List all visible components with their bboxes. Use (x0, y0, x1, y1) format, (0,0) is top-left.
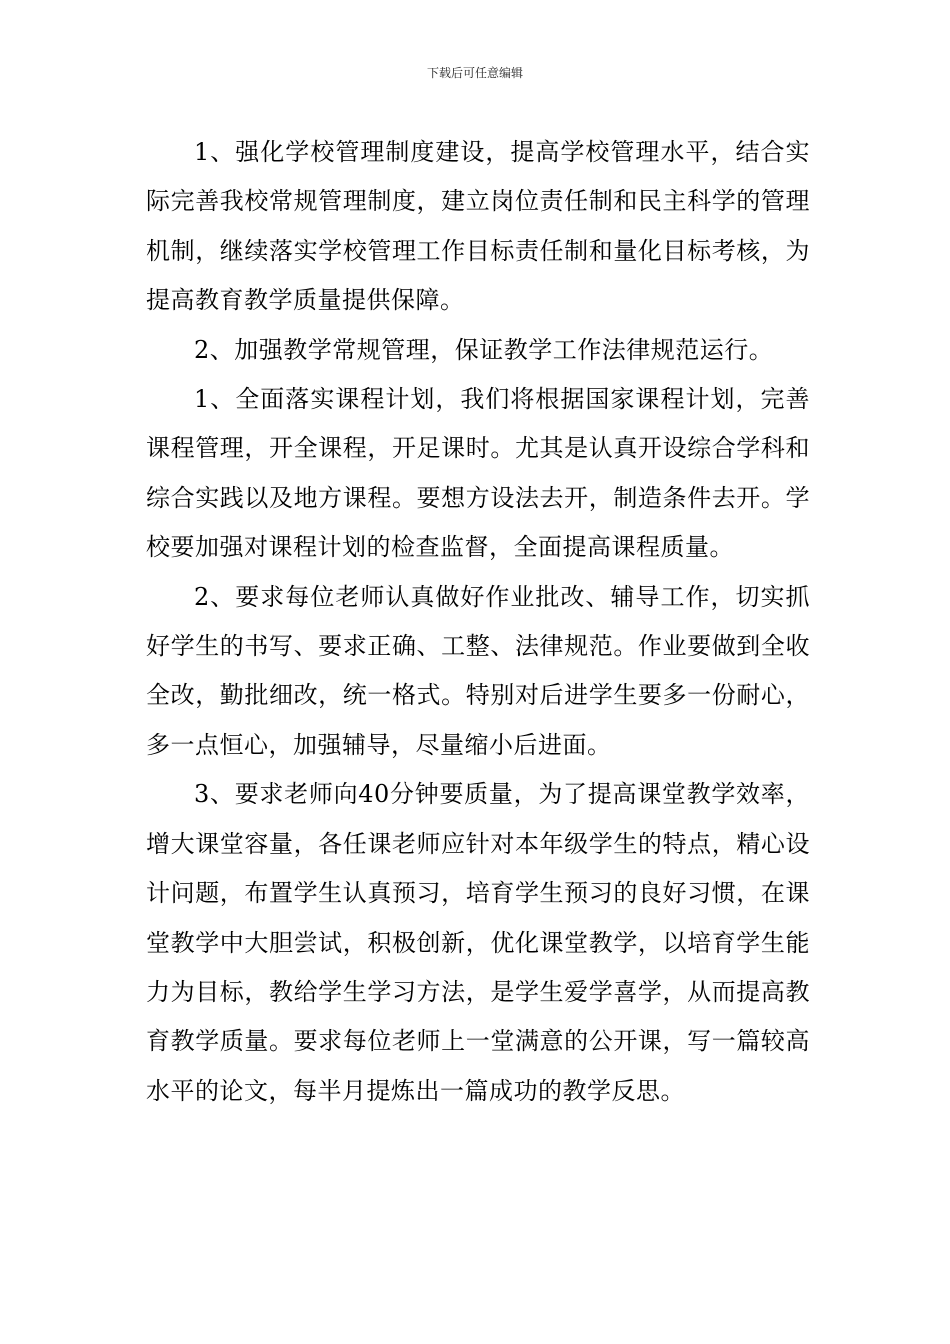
paragraph-curriculum-plan: 1、全面落实课程计划，我们将根据国家课程计划，完善课程管理，开全课程，开足课时。尤其是认真开设综合学科和综合实践以及地方课程。要想方设法去开，制造条件去开。学校要加强对课程计划的检查监督，全面提高课程质量。 (146, 385, 810, 562)
paragraph-teaching-routine: 2、加强教学常规管理，保证教学工作法律规范运行。 (194, 335, 774, 364)
page-header: 下载后可任意编辑 (426, 66, 523, 80)
paragraph-management-system: 1、强化学校管理制度建设，提高学校管理水平，结合实际完善我校常规管理制度，建立岗位责任制和民主科学的管理机制，继续落实学校管理工作目标责任制和量化目标考核，为提高教育教学质量提供保障。 (146, 138, 810, 315)
paragraph-homework-correction: 2、要求每位老师认真做好作业批改、辅导工作，切实抓好学生的书写、要求正确、工整、法律规范。作业要做到全收全改，勤批细改，统一格式。特别对后进学生要多一份耐心，多一点恒心，加强辅导，尽量缩小后进面。 (146, 582, 810, 759)
paragraph-classroom-quality: 3、要求老师向40分钟要质量，为了提高课堂教学效率，增大课堂容量，各任课老师应针对本年级学生的特点，精心设计问题，布置学生认真预习，培育学生预习的良好习惯，在课堂教学中大胆尝试，积极创新，优化课堂教学，以培育学生能力为目标，教给学生学习方法，是学生爱学喜学，从而提高教育教学质量。要求每位老师上一堂满意的公开课，写一篇较高水平的论文，每半月提炼出一篇成功的教学反思。 (146, 780, 810, 1105)
document-body (146, 128, 810, 1116)
